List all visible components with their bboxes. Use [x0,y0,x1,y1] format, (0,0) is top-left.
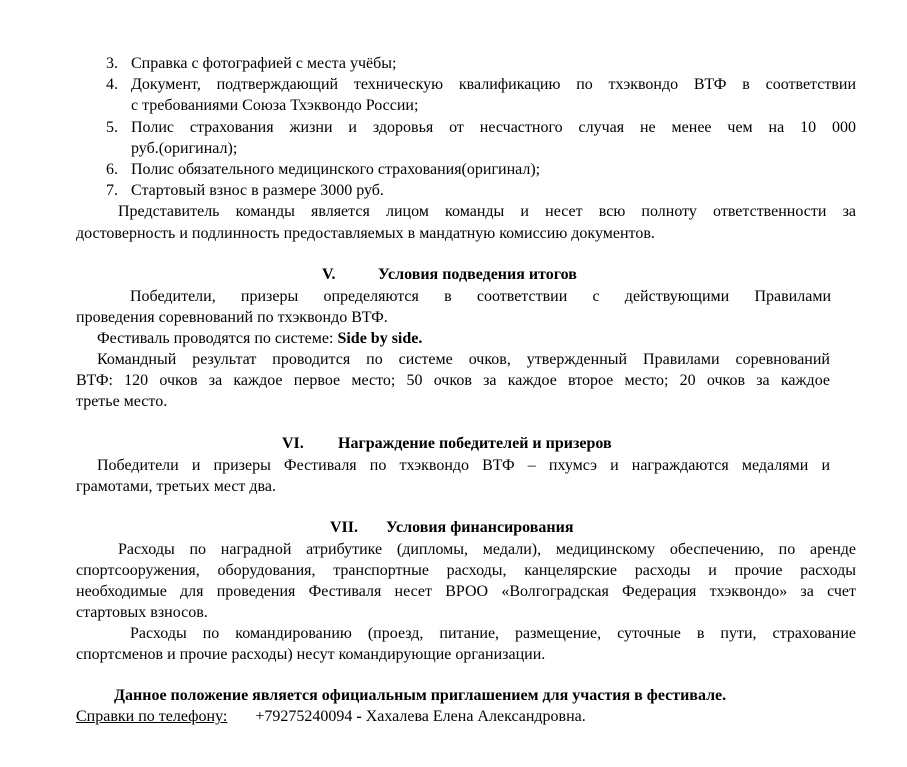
list-item-text: Полис страхования жизни и здоровья от несчастного случая не менее чем на 10 000 [131,119,856,136]
section-number: V. [322,266,336,283]
section-number: VII. [330,519,359,536]
paragraph-line: третье место. [76,393,168,410]
list-number: 7. [106,182,118,199]
section-heading-vi [282,433,612,454]
list-number: 5. [106,119,118,136]
paragraph-line: ВТФ: 120 очков за каждое первое место; 50 очков за каждое второе место; 20 очков за каждое [76,372,830,389]
paragraph-line: стартовых взносов. [76,604,208,621]
paragraph-line: спортсменов и прочие расходы) несут командирующие организации. [76,646,546,663]
paragraph-line: достоверность и подлинность предоставляемых в мандатную комиссию документов. [76,225,655,242]
list-item-text: Стартовый взнос в размере 3000 руб. [131,182,384,199]
contact-dash: - [352,708,366,725]
paragraph-line: спортсооружения, оборудования, транспортные расходы, канцелярские расходы и прочие расходы [76,562,856,579]
paragraph-line: Командный результат проводится по системе очков, утвержденный Правилами соревнований [97,351,830,368]
paragraph-line: грамотами, третьих мест два. [76,478,276,495]
paragraph-line: проведения соревнований по тхэквондо ВТФ. [76,309,388,326]
invitation-statement: Данное положение является официальным приглашением для участия в фестивале. [114,687,727,704]
scoring-system-label: Фестиваль проводятся по системе: [97,330,338,347]
list-number: 6. [106,161,118,178]
contact-label: Справки по телефону: [76,708,228,725]
section-title: Награждение победителей и призеров [338,435,612,452]
contact-phone: +79275240094 [255,708,353,725]
paragraph-line: необходимые для проведения Фестиваля несет ВРОО «Волгоградская Федерация тхэквондо» за счет [76,583,856,600]
paragraph-line: Победители и призеры Фестиваля по тхэквондо ВТФ – пхумсэ и награждаются медалями и [97,457,830,474]
section-heading-vii [330,517,574,538]
list-item-text: с требованиями Союза Тхэквондо России; [131,97,419,114]
list-item-text: Справка с фотографией с места учёбы; [131,55,397,72]
section-heading-v [322,264,577,285]
section-title: Условия финансирования [386,519,574,536]
paragraph-line: Представитель команды является лицом команды и несет всю полноту ответственности за [118,203,856,220]
paragraph-line: Расходы по наградной атрибутике (дипломы, медали), медицинскому обеспечению, по аренде [118,541,856,558]
list-number: 4. [106,76,118,93]
section-title: Условия подведения итогов [378,266,577,283]
scoring-system-line [97,328,422,349]
section-number: VI. [282,435,304,452]
paragraph-line: Победители, призеры определяются в соответствии с действующими Правилами [130,288,831,305]
contact-line [76,706,586,727]
paragraph-line: Расходы по командированию (проезд, питание, размещение, суточные в пути, страхование [130,625,856,642]
list-number: 3. [106,55,118,72]
list-item-text: Документ, подтверждающий техническую квалификацию по тхэквондо ВТФ в соответствии [131,76,856,93]
list-item-text: Полис обязательного медицинского страхования(оригинал); [131,161,541,178]
list-item-text: руб.(оригинал); [131,140,238,157]
contact-person: Хахалева Елена Александровна. [365,708,586,725]
scoring-system-value: Side by side. [337,330,423,347]
